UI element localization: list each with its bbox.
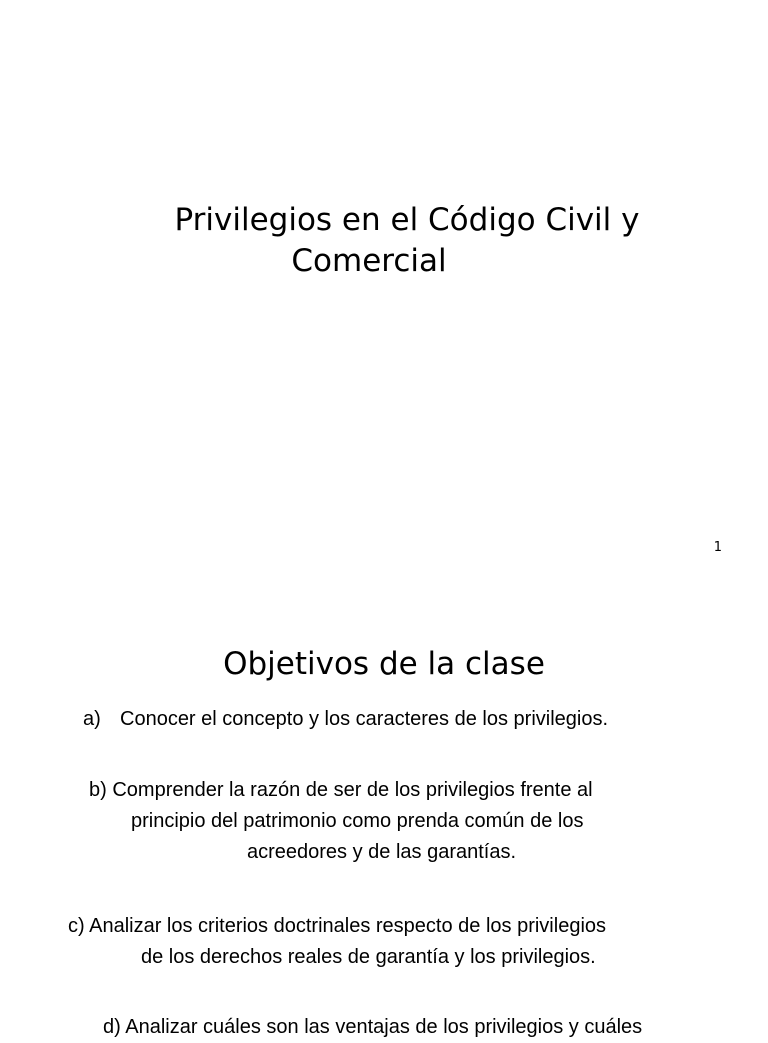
page-number: 1 [713, 540, 722, 555]
objective-a [83, 704, 608, 735]
objective-b-line-1: b) Comprender la razón de ser de los privilegios frente al [89, 779, 593, 801]
objective-b-line-2: principio del patrimonio como prenda común de los [131, 810, 584, 832]
objective-a-text: Conocer el concepto y los caracteres de los privilegios. [120, 708, 609, 730]
slide-heading: Objetivos de la clase [223, 646, 545, 682]
objective-c-line-2: de los derechos reales de garantía y los privilegios. [141, 946, 596, 968]
slide-title-line-1: Privilegios en el Código Civil y [174, 202, 640, 238]
slide-2 [0, 576, 768, 1038]
slide-title [0, 200, 768, 282]
objective-b-line-3: acreedores y de las garantías. [247, 841, 517, 863]
objective-a-marker: a) [83, 708, 101, 730]
objective-d-line-1: d) Analizar cuáles son las ventajas de los privilegios y cuáles [103, 1016, 643, 1038]
objective-c-line-1: c) Analizar los criterios doctrinales respecto de los privilegios [68, 915, 607, 937]
slide-title-line-2: Comercial [291, 243, 447, 279]
